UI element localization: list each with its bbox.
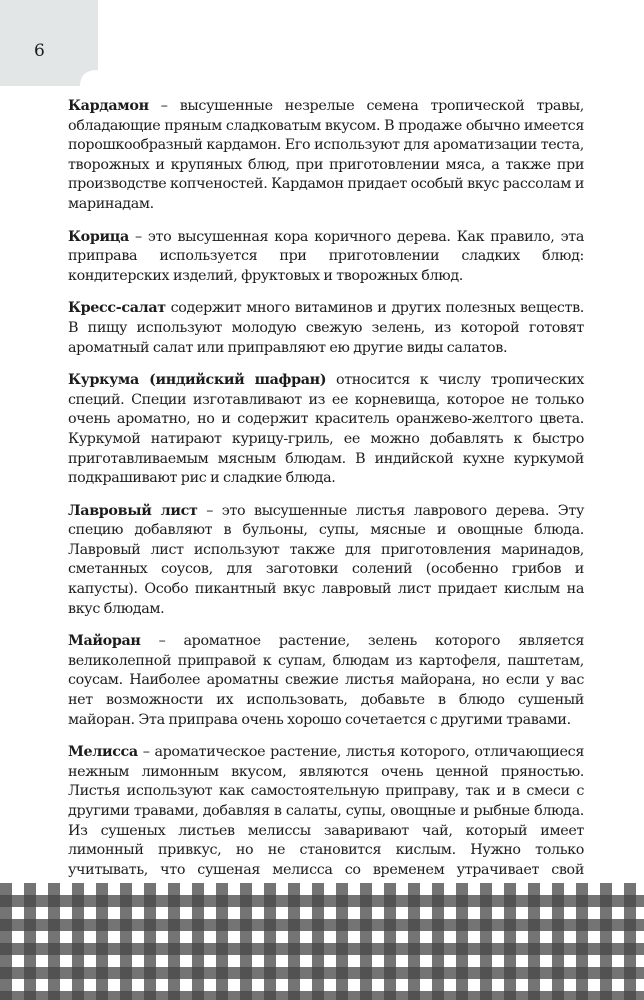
- entry-melissa: [68, 743, 584, 900]
- entry-turmeric: [68, 371, 584, 489]
- entry-text: относится к числу тропических специй. Специи изготавливают из ее корневища, которое не только очень ароматно, но и содержит краситель оранжево-желтого цвета. Куркумой натирают курицу-гриль, ее можно добавлять к быстро приготавливаемым мясным блюдам. В индийской кухне куркумой подкрашивают рис и сладкие блюда.: [68, 372, 584, 487]
- page-number: 6: [34, 41, 45, 61]
- entry-term: Корица: [68, 228, 129, 245]
- entry-cress: [68, 299, 584, 358]
- entry-term: Мелисса: [68, 744, 138, 761]
- entry-term: Майоран: [68, 633, 141, 650]
- entry-text: содержит много витаминов и других полезных веществ. В пищу используют молодую свежую зелень, из которой готовят ароматный салат или приправляют ею другие виды салатов.: [68, 300, 584, 356]
- entry-term: Кресс-салат: [68, 300, 166, 317]
- entry-marjoram: [68, 632, 584, 730]
- entry-term: Куркума (индийский шафран): [68, 372, 327, 389]
- article-body: [68, 97, 584, 985]
- entry-text: – это высушенная кора коричного дерева. Как правило, эта приправа используется при приготовлении сладких блюд: кондитерских изделий, фруктовых и творожных блюд.: [68, 228, 584, 284]
- gingham-pattern-band: [0, 883, 644, 1000]
- entry-text: – ароматное растение, зелень которого является великолепной приправой к супам, блюдам из картофеля, паштетам, соусам. Наиболее ароматны свежие листья майорана, но если у вас нет возможности их использовать, добавьте в блюдо сушеный майоран. Эта приправа очень хорошо сочетается с другими травами.: [68, 633, 584, 728]
- entry-text: – высушенные незрелые семена тропической травы, обладающие пряным сладковатым вкусом. В продаже обычно имеется порошкообразный кардамон. Его используют для ароматизации теста, творожных и крупяных блюд, при приготовлении мяса, а также при производстве копченостей. Кардамон придает особый вкус рассолам и маринадам.: [68, 98, 584, 212]
- page-corner-tab: [0, 0, 98, 86]
- entry-term: Лавровый лист: [68, 502, 198, 519]
- entry-bay-leaf: [68, 502, 584, 620]
- entry-term: Кардамон: [68, 98, 149, 114]
- entry-text: – это высушенные листья лаврового дерева. Эту специю добавляют в бульоны, супы, мясные и овощные блюда. Лавровый лист используют также для приготовления маринадов, сметанных соусов, для заготовки солений (особенно грибов и капусты). Особо пикантный вкус лавровый лист придает кислым на вкус блюдам.: [68, 502, 585, 617]
- entry-text: – ароматическое растение, листья которого, отличающиеся нежным лимонным вкусом, являются очень ценной пряностью. Листья используют как самостоятельную приправу, так и в смеси с другими травами, добавляя в салаты, супы, овощные и рыбные блюда. Из сушеных листьев мелиссы заваривают чай, который имеет лимонный привкус, но не становится кислым. Нужно только учитывать, что сушеная мелисса со временем утрачивает свой: [68, 744, 584, 878]
- entry-cardamom: [68, 97, 584, 215]
- entry-cinnamon: [68, 228, 584, 287]
